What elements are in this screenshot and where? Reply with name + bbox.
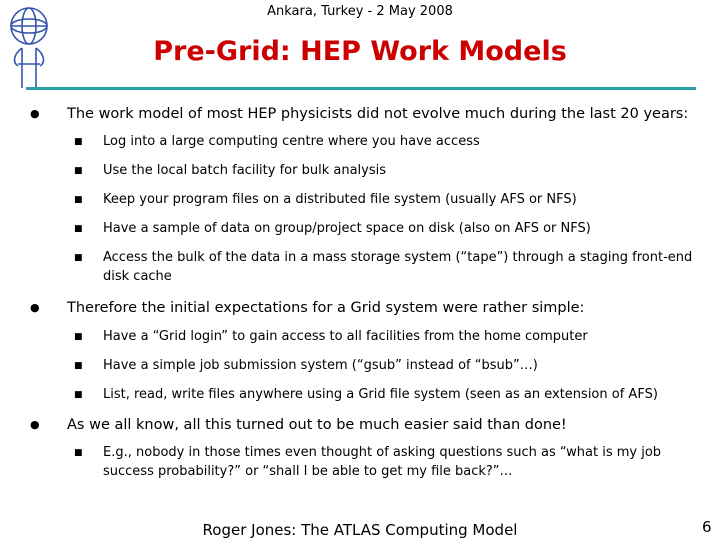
sub-bullet-text: Have a simple job submission system (“gsub” instead of “bsub”…) (103, 358, 538, 373)
bullet-point (30, 104, 700, 124)
slide-content (30, 104, 700, 481)
sub-bullet (30, 219, 700, 238)
sub-bullet-text: Keep your program files on a distributed file system (usually AFS or NFS) (103, 192, 577, 207)
bullet-point (30, 298, 700, 318)
sub-bullet-text: Use the local batch facility for bulk analysis (103, 163, 386, 178)
sub-bullet-text: Access the bulk of the data in a mass storage system (“tape”) through a staging front-end disk cache (103, 250, 693, 284)
page-number: 6 (702, 518, 712, 536)
sub-bullet-text: Have a “Grid login” to gain access to all facilities from the home computer (103, 329, 588, 344)
slide-header: Ankara, Turkey - 2 May 2008 (267, 4, 453, 19)
slide-title: Pre-Grid: HEP Work Models (153, 36, 567, 67)
sub-bullet (30, 161, 700, 180)
square-bullet-icon: ■ (74, 332, 83, 342)
bullet-dot-icon: ● (30, 301, 40, 314)
bullet-point (30, 415, 700, 435)
sub-bullet (30, 356, 700, 375)
sub-bullet-text: Have a sample of data on group/project space on disk (also on AFS or NFS) (103, 221, 591, 236)
square-bullet-icon: ■ (74, 361, 83, 371)
sub-bullet (30, 190, 700, 209)
title-divider (26, 87, 696, 90)
bullet-text: As we all know, all this turned out to be much easier said than done! (67, 417, 567, 433)
square-bullet-icon: ■ (74, 224, 83, 234)
sub-bullet (30, 443, 700, 481)
bullet-text: The work model of most HEP physicists did not evolve much during the last 20 years: (67, 106, 689, 122)
square-bullet-icon: ■ (74, 390, 83, 400)
square-bullet-icon: ■ (74, 448, 83, 458)
sub-bullet-text: Log into a large computing centre where you have access (103, 134, 480, 149)
square-bullet-icon: ■ (74, 137, 83, 147)
sub-bullet (30, 132, 700, 151)
square-bullet-icon: ■ (74, 195, 83, 205)
sub-bullet-text: List, read, write files anywhere using a Grid file system (seen as an extension of AFS) (103, 387, 658, 402)
bullet-text: Therefore the initial expectations for a Grid system were rather simple: (67, 300, 585, 316)
slide-footer: Roger Jones: The ATLAS Computing Model (202, 521, 518, 539)
square-bullet-icon: ■ (74, 253, 83, 263)
square-bullet-icon: ■ (74, 166, 83, 176)
sub-bullet (30, 385, 700, 404)
bullet-dot-icon: ● (30, 107, 40, 120)
sub-bullet-text: E.g., nobody in those times even thought of asking questions such as “what is my job success probability?” or “shall I be able to get my file back?”… (103, 445, 662, 479)
bullet-dot-icon: ● (30, 418, 40, 431)
sub-bullet (30, 248, 700, 286)
sub-bullet (30, 327, 700, 346)
